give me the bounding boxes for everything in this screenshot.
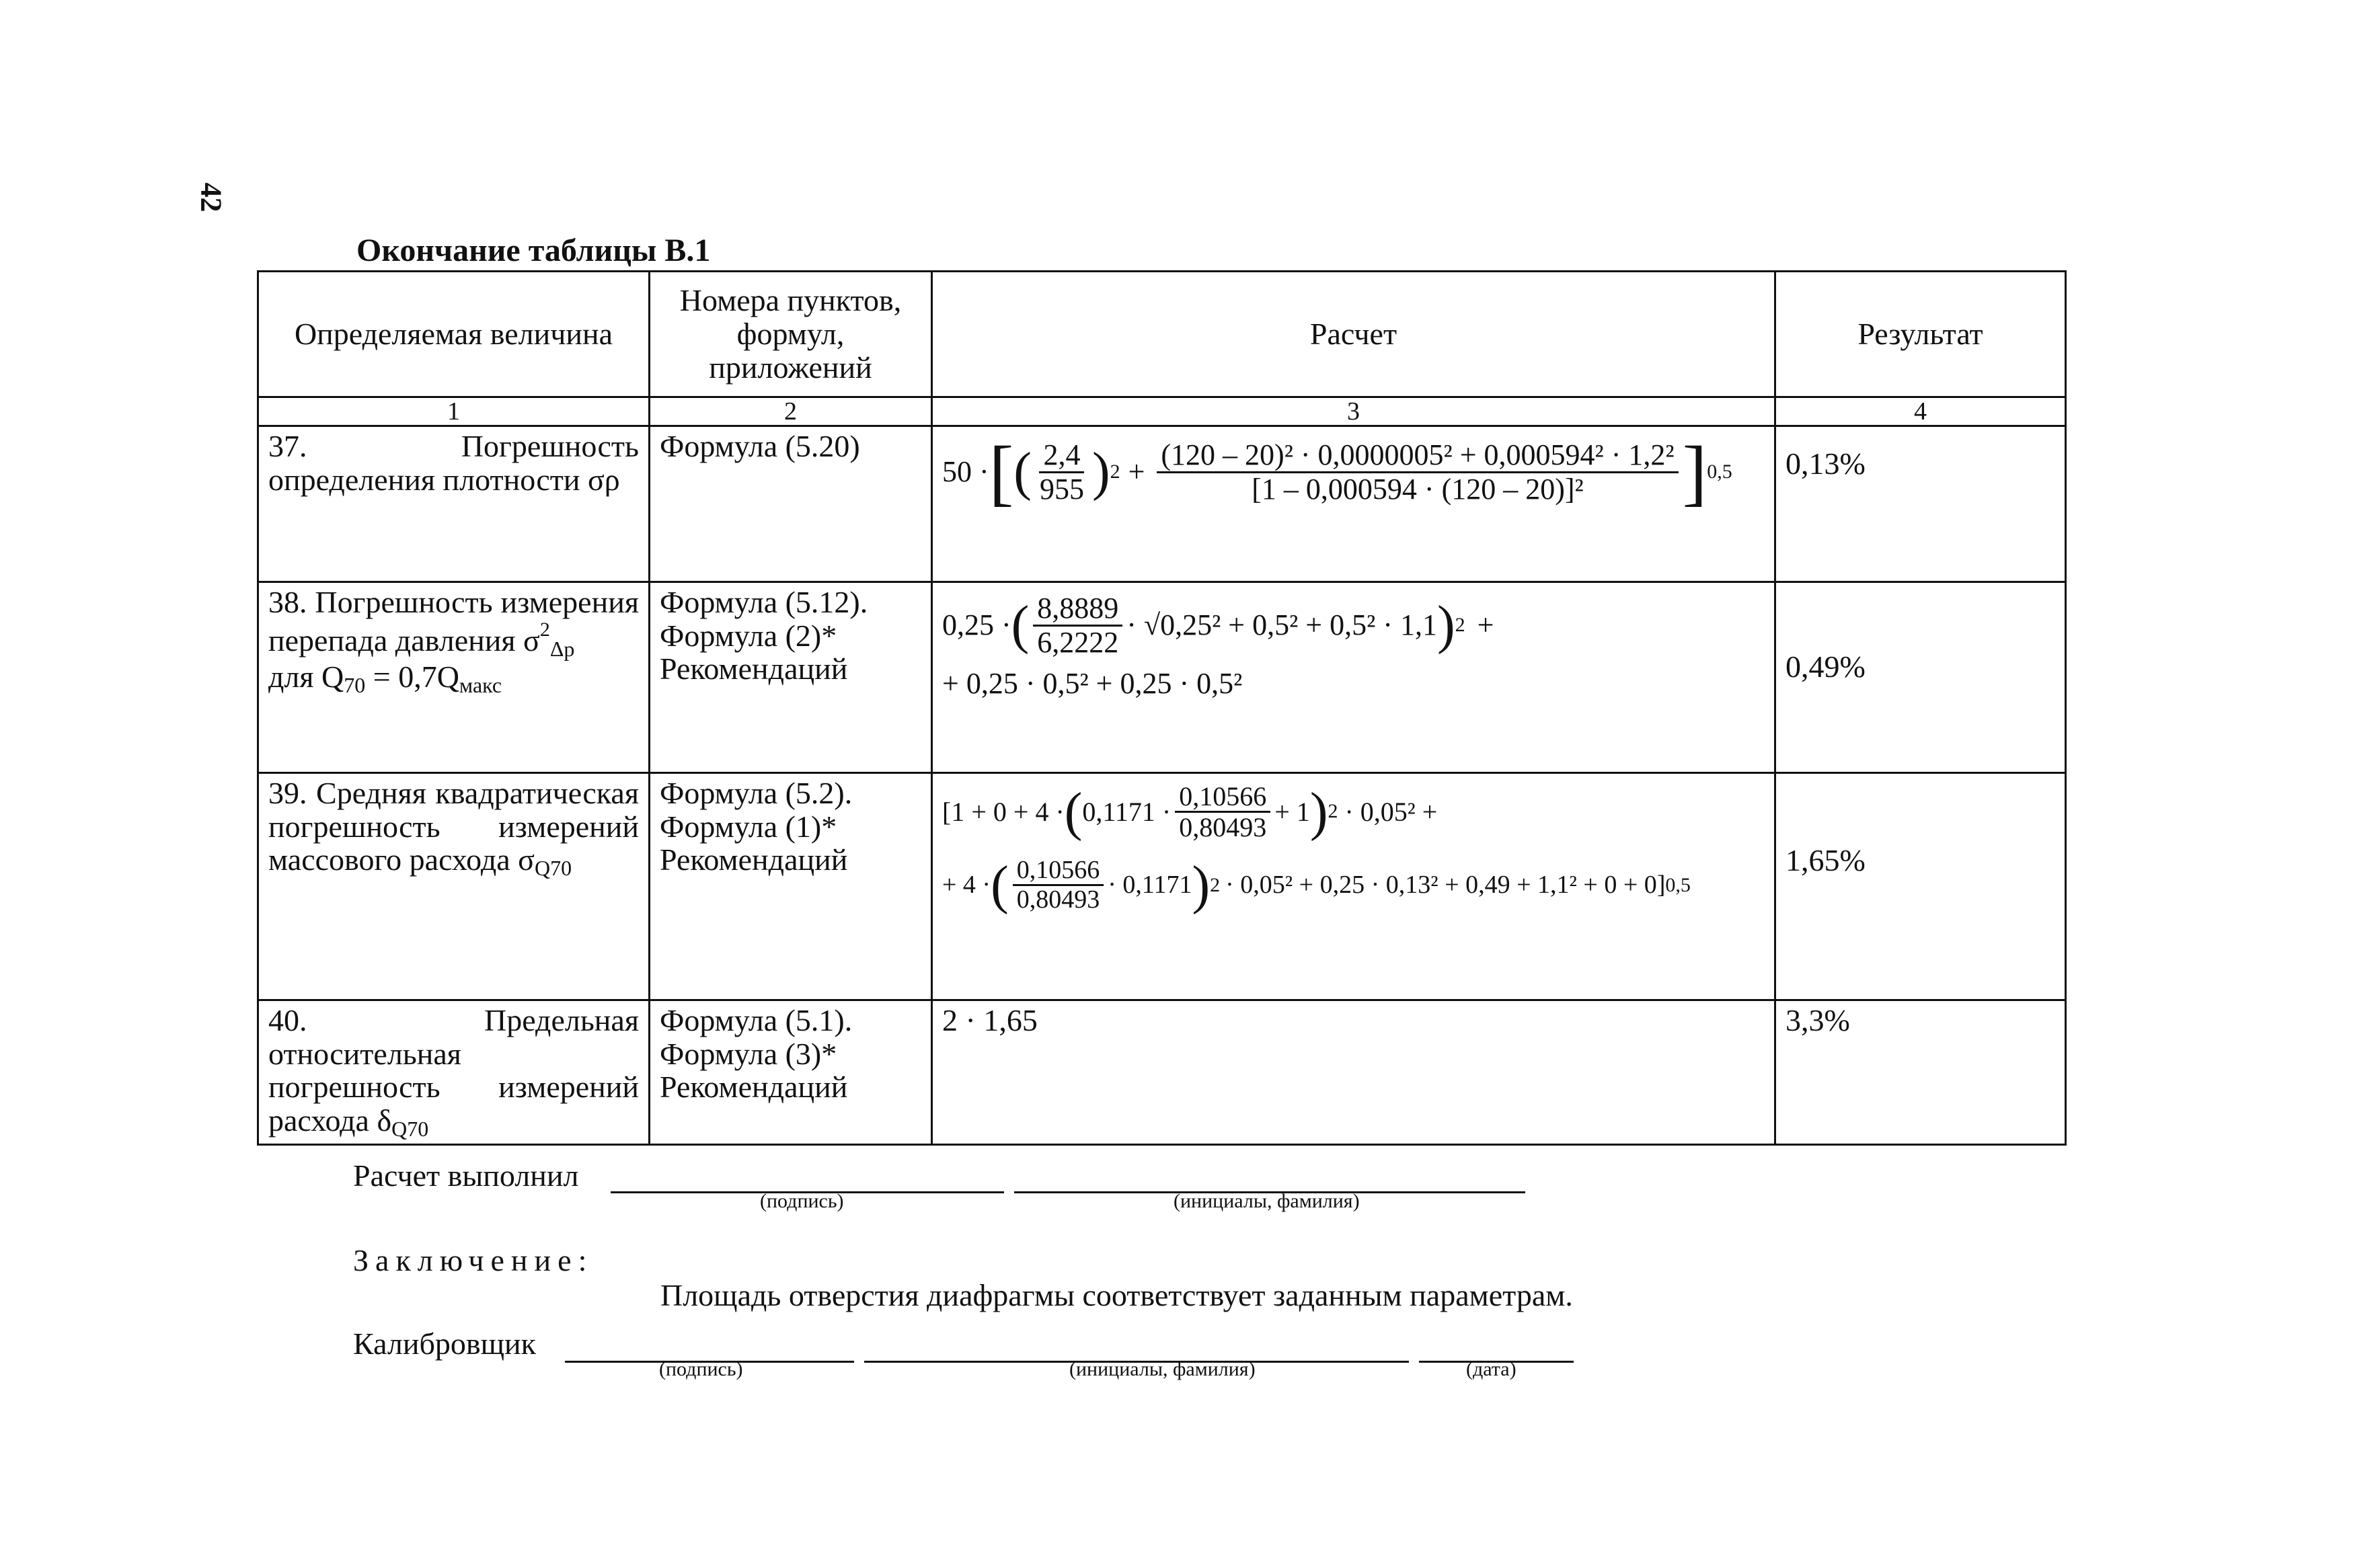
denominator: 0,80493 [1179, 812, 1267, 843]
result-cell: 3,3% [1775, 1000, 2066, 1145]
reference-cell: Формула (5.12). Формула (2)* Рекомендаций [650, 582, 932, 773]
header-row [258, 272, 2066, 397]
formula-text: · √0,25² + 0,5² + 0,5² · 1,1 [1126, 608, 1437, 642]
exponent: 2 [1110, 460, 1120, 483]
subscript: макс [459, 673, 502, 698]
denominator: [1 – 0,000594 · (120 – 20)]² [1252, 472, 1584, 506]
bracket: ] [1682, 431, 1707, 513]
signature-caption: (подпись) [659, 1358, 743, 1380]
header-quantity: Определяемая величина [258, 272, 650, 397]
paren: ) [1192, 855, 1211, 915]
column-number: 4 [1775, 397, 2066, 426]
formula [942, 857, 1765, 914]
formula-text: · 0,05² + 0,25 · 0,13² + 0,49 + 1,1² + 0 + 0] [1225, 871, 1666, 900]
exponent: 2 [1210, 873, 1221, 896]
formula-text: [1 + 0 + 4 · [942, 797, 1065, 828]
exponent: 0,5 [1665, 873, 1691, 896]
signature-caption: (подпись) [760, 1190, 844, 1212]
calculation-cell: 2 · 1,65 [932, 1000, 1775, 1145]
paren: ( [991, 855, 1009, 915]
paren: ) [1091, 442, 1110, 502]
paren: ) [1309, 782, 1328, 842]
formula-text: + 1 [1274, 797, 1310, 828]
formula [942, 431, 1765, 513]
column-number-row [258, 397, 2066, 426]
plus-sign: + [1477, 608, 1494, 642]
reference-cell: Формула (5.1). Формула (3)* Рекомендаций [650, 1000, 932, 1145]
table-row [258, 582, 2066, 773]
formula [942, 592, 1765, 658]
header-calculation: Расчет [932, 272, 1775, 397]
conclusion-text: Площадь отверстия диафрагмы соответствует заданным параметрам. [660, 1278, 1573, 1312]
subscript: Δp [549, 636, 575, 661]
plus-sign: + [1128, 455, 1145, 489]
column-number: 3 [932, 397, 1775, 426]
formula-line: + 0,25 · 0,5² + 0,25 · 0,5² [942, 667, 1243, 701]
calculation-cell [932, 582, 1775, 773]
subscript: Q70 [534, 856, 572, 881]
formula-text: 0,25 · [942, 608, 1011, 642]
name-caption: (инициалы, фамилия) [1174, 1190, 1360, 1212]
calculation-cell [932, 426, 1775, 582]
header-references: Номера пунктов, формул, приложений [650, 272, 932, 397]
formula-text: 0,1171 · [1082, 797, 1172, 828]
paren: ( [1011, 596, 1030, 655]
column-number: 1 [258, 397, 650, 426]
exponent: 2 [1328, 800, 1338, 823]
table-row [258, 773, 2066, 1000]
table-row [258, 426, 2066, 582]
table-caption: Окончание таблицы В.1 [356, 233, 711, 268]
fraction [1033, 592, 1122, 658]
subscript: Q70 [391, 1117, 429, 1142]
bracket: [ [989, 431, 1014, 513]
denominator: 6,2222 [1037, 625, 1119, 659]
formula-text: + 4 · [942, 871, 991, 900]
fraction [1013, 857, 1104, 914]
numerator: (120 – 20)² · 0,0000005² + 0,000594² · 1,2² [1157, 439, 1678, 473]
numerator: 0,10566 [1175, 782, 1270, 813]
conclusion-label: Заключение: [353, 1243, 594, 1277]
table-row [258, 1000, 2066, 1145]
name-caption: (инициалы, фамилия) [1069, 1358, 1256, 1380]
exponent: 2 [1455, 613, 1465, 636]
formula [942, 782, 1765, 842]
quantity-text: 38. Погрешность измерения перепада давления σ [268, 585, 639, 658]
quantity-text: 40. Предельная относительная погрешность измерений расхода δ [268, 1003, 639, 1138]
quantity-cell: 37. Погрешность определения плотности σρ [258, 426, 650, 582]
quantity-text: для Q [268, 660, 344, 694]
formula-text: · 0,1171 [1108, 871, 1192, 900]
denominator: 0,80493 [1016, 885, 1100, 914]
header-result: Результат [1775, 272, 2066, 397]
quantity-cell [258, 1000, 650, 1145]
exponent: 0,5 [1707, 460, 1732, 483]
paren: ( [1064, 782, 1083, 842]
paren: ) [1436, 596, 1455, 655]
calibrator-label: Калибровщик [353, 1326, 536, 1361]
quantity-text: = 0,7Q [365, 660, 459, 694]
numerator: 2,4 [1039, 439, 1084, 473]
calculation-table [257, 270, 2067, 1146]
calculation-cell [932, 773, 1775, 1000]
reference-cell: Формула (5.2). Формула (1)* Рекомендаций [650, 773, 932, 1000]
fraction [1175, 782, 1270, 842]
subscript: 70 [344, 673, 366, 698]
formula-coef: 50 · [942, 455, 989, 489]
quantity-cell [258, 582, 650, 773]
quantity-text: 39. Средняя квадратическая погрешность измерений массового расхода σ [268, 776, 639, 877]
column-number: 2 [650, 397, 932, 426]
result-cell: 0,13% [1775, 426, 2066, 582]
fraction [1036, 439, 1088, 505]
numerator: 8,8889 [1033, 592, 1122, 627]
denominator: 955 [1039, 472, 1084, 506]
result-cell: 0,49% [1775, 582, 2066, 773]
result-cell: 1,65% [1775, 773, 2066, 1000]
performed-by-label: Расчет выполнил [353, 1158, 579, 1193]
superscript: 2 [539, 618, 550, 641]
numerator: 0,10566 [1013, 857, 1104, 886]
quantity-cell [258, 773, 650, 1000]
formula-text: · 0,05² + [1344, 797, 1438, 828]
date-caption: (дата) [1466, 1358, 1517, 1380]
page-number: 42 [194, 182, 228, 212]
paren: ( [1013, 442, 1032, 502]
reference-cell: Формула (5.20) [650, 426, 932, 582]
fraction [1157, 439, 1678, 505]
